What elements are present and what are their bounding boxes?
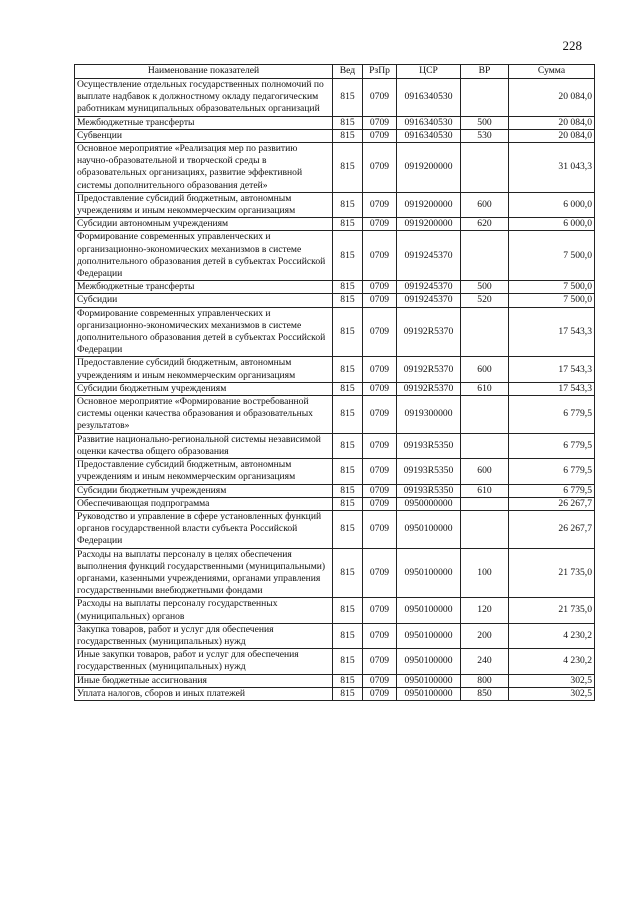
cell-vr: 240 [461, 649, 509, 674]
cell-name: Предоставление субсидий бюджетным, автономным учреждениям и иным некоммерческим организациям [75, 357, 333, 382]
cell-vr: 100 [461, 548, 509, 598]
cell-csr: 09192R5370 [397, 357, 461, 382]
cell-rzpr: 0709 [363, 396, 397, 434]
cell-rzpr: 0709 [363, 218, 397, 231]
cell-ved: 815 [333, 396, 363, 434]
cell-name: Руководство и управление в сфере установленных функций органов государственной власти субъекта Российской Федерации [75, 510, 333, 548]
cell-vr: 620 [461, 218, 509, 231]
table-row [75, 218, 595, 231]
cell-sum: 302,5 [509, 674, 595, 687]
cell-csr: 09192R5370 [397, 382, 461, 395]
cell-ved: 815 [333, 218, 363, 231]
cell-csr: 0919300000 [397, 396, 461, 434]
table-row [75, 598, 595, 623]
cell-name: Субсидии бюджетным учреждениям [75, 484, 333, 497]
cell-name: Уплата налогов, сборов и иных платежей [75, 687, 333, 700]
cell-ved: 815 [333, 143, 363, 193]
cell-name: Обеспечивающая подпрограмма [75, 497, 333, 510]
cell-name: Иные закупки товаров, работ и услуг для обеспечения государственных (муниципальных) нужд [75, 649, 333, 674]
cell-rzpr: 0709 [363, 598, 397, 623]
table-row [75, 484, 595, 497]
cell-vr: 610 [461, 382, 509, 395]
cell-sum: 17 543,3 [509, 307, 595, 357]
cell-ved: 815 [333, 79, 363, 117]
header-name: Наименование показателей [75, 65, 333, 79]
cell-rzpr: 0709 [363, 459, 397, 484]
cell-rzpr: 0709 [363, 192, 397, 217]
cell-ved: 815 [333, 192, 363, 217]
cell-csr: 0919245370 [397, 231, 461, 281]
cell-sum: 6 779,5 [509, 433, 595, 458]
cell-name: Формирование современных управленческих и организационно-экономических механизмов в системе дополнительного образования детей в субъектах Российской Федерации [75, 307, 333, 357]
cell-sum: 20 084,0 [509, 116, 595, 129]
table-row [75, 307, 595, 357]
cell-rzpr: 0709 [363, 116, 397, 129]
cell-ved: 815 [333, 510, 363, 548]
cell-sum: 7 500,0 [509, 294, 595, 307]
cell-name: Развитие национально-региональной системы независимой оценки качества общего образования [75, 433, 333, 458]
table-row [75, 129, 595, 142]
cell-csr: 0916340530 [397, 116, 461, 129]
cell-rzpr: 0709 [363, 484, 397, 497]
cell-vr: 120 [461, 598, 509, 623]
cell-name: Основное мероприятие «Формирование востребованной системы оценки качества образования и образовательных результатов» [75, 396, 333, 434]
cell-csr: 0950100000 [397, 510, 461, 548]
cell-rzpr: 0709 [363, 357, 397, 382]
cell-vr [461, 231, 509, 281]
cell-sum: 26 267,7 [509, 510, 595, 548]
cell-name: Предоставление субсидий бюджетным, автономным учреждениям и иным некоммерческим организациям [75, 192, 333, 217]
cell-vr: 530 [461, 129, 509, 142]
cell-ved: 815 [333, 433, 363, 458]
table-row [75, 687, 595, 700]
table-header-row [75, 65, 595, 79]
cell-vr [461, 497, 509, 510]
cell-vr: 800 [461, 674, 509, 687]
table-row [75, 548, 595, 598]
cell-sum: 26 267,7 [509, 497, 595, 510]
cell-rzpr: 0709 [363, 281, 397, 294]
cell-name: Межбюджетные трансферты [75, 281, 333, 294]
header-ved: Вед [333, 65, 363, 79]
cell-name: Субсидии автономным учреждениям [75, 218, 333, 231]
table-row [75, 497, 595, 510]
cell-sum: 21 735,0 [509, 548, 595, 598]
cell-rzpr: 0709 [363, 623, 397, 648]
cell-name: Расходы на выплаты персоналу государственных (муниципальных) органов [75, 598, 333, 623]
cell-ved: 815 [333, 623, 363, 648]
cell-csr: 0950100000 [397, 649, 461, 674]
cell-rzpr: 0709 [363, 497, 397, 510]
cell-sum: 17 543,3 [509, 382, 595, 395]
cell-sum: 302,5 [509, 687, 595, 700]
cell-csr: 09193R5350 [397, 459, 461, 484]
cell-ved: 815 [333, 497, 363, 510]
page-number: 228 [562, 38, 582, 53]
cell-ved: 815 [333, 231, 363, 281]
table-row [75, 433, 595, 458]
cell-ved: 815 [333, 307, 363, 357]
cell-vr [461, 510, 509, 548]
cell-name: Формирование современных управленческих и организационно-экономических механизмов в системе дополнительного образования детей в субъектах Российской Федерации [75, 231, 333, 281]
cell-sum: 21 735,0 [509, 598, 595, 623]
cell-rzpr: 0709 [363, 143, 397, 193]
cell-vr: 500 [461, 281, 509, 294]
cell-rzpr: 0709 [363, 79, 397, 117]
cell-ved: 815 [333, 116, 363, 129]
cell-vr [461, 307, 509, 357]
table-row [75, 79, 595, 117]
cell-sum: 20 084,0 [509, 129, 595, 142]
cell-vr: 200 [461, 623, 509, 648]
cell-csr: 0950000000 [397, 497, 461, 510]
header-vr: ВР [461, 65, 509, 79]
header-rzpr: РзПр [363, 65, 397, 79]
table-row [75, 294, 595, 307]
cell-csr: 0916340530 [397, 129, 461, 142]
cell-name: Осуществление отдельных государственных полномочий по выплате надбавок к должностному окладу педагогическим работникам муниципальных образовательных организаций [75, 79, 333, 117]
cell-rzpr: 0709 [363, 649, 397, 674]
cell-csr: 09193R5350 [397, 484, 461, 497]
cell-ved: 815 [333, 649, 363, 674]
cell-csr: 0919245370 [397, 294, 461, 307]
table-row [75, 396, 595, 434]
cell-rzpr: 0709 [363, 687, 397, 700]
cell-ved: 815 [333, 459, 363, 484]
cell-csr: 0950100000 [397, 623, 461, 648]
cell-ved: 815 [333, 484, 363, 497]
cell-sum: 6 000,0 [509, 192, 595, 217]
table-row [75, 510, 595, 548]
table-row [75, 281, 595, 294]
cell-vr: 520 [461, 294, 509, 307]
table-row [75, 231, 595, 281]
cell-vr: 600 [461, 192, 509, 217]
cell-name: Субсидии бюджетным учреждениям [75, 382, 333, 395]
cell-sum: 6 779,5 [509, 484, 595, 497]
cell-rzpr: 0709 [363, 129, 397, 142]
cell-csr: 0919200000 [397, 192, 461, 217]
cell-sum: 4 230,2 [509, 623, 595, 648]
cell-sum: 6 000,0 [509, 218, 595, 231]
cell-vr [461, 396, 509, 434]
cell-vr [461, 143, 509, 193]
cell-ved: 815 [333, 281, 363, 294]
cell-sum: 20 084,0 [509, 79, 595, 117]
table-row [75, 192, 595, 217]
cell-name: Основное мероприятие «Реализация мер по развитию научно-образовательной и творческой среды в образовательных организациях, развитие эффективной системы дополнительного образования детей» [75, 143, 333, 193]
cell-sum: 17 543,3 [509, 357, 595, 382]
cell-name: Предоставление субсидий бюджетным, автономным учреждениям и иным некоммерческим организациям [75, 459, 333, 484]
cell-csr: 0950100000 [397, 548, 461, 598]
cell-ved: 815 [333, 294, 363, 307]
table-row [75, 382, 595, 395]
cell-csr: 09192R5370 [397, 307, 461, 357]
cell-rzpr: 0709 [363, 548, 397, 598]
cell-name: Закупка товаров, работ и услуг для обеспечения государственных (муниципальных) нужд [75, 623, 333, 648]
table-row [75, 649, 595, 674]
cell-name: Расходы на выплаты персоналу в целях обеспечения выполнения функций государственными (муниципальными) органами, казенными учреждениями, органами управления государственными внебюджетными фондами [75, 548, 333, 598]
table-body [75, 79, 595, 701]
cell-rzpr: 0709 [363, 433, 397, 458]
header-csr: ЦСР [397, 65, 461, 79]
cell-vr: 600 [461, 357, 509, 382]
header-sum: Сумма [509, 65, 595, 79]
cell-vr: 850 [461, 687, 509, 700]
cell-sum: 6 779,5 [509, 459, 595, 484]
table-row [75, 116, 595, 129]
cell-name: Межбюджетные трансферты [75, 116, 333, 129]
budget-table [74, 64, 595, 701]
cell-vr [461, 79, 509, 117]
cell-name: Иные бюджетные ассигнования [75, 674, 333, 687]
cell-rzpr: 0709 [363, 294, 397, 307]
cell-rzpr: 0709 [363, 231, 397, 281]
cell-vr: 500 [461, 116, 509, 129]
cell-csr: 0950100000 [397, 674, 461, 687]
cell-csr: 0950100000 [397, 598, 461, 623]
cell-sum: 7 500,0 [509, 281, 595, 294]
cell-csr: 0919200000 [397, 218, 461, 231]
cell-csr: 0916340530 [397, 79, 461, 117]
cell-sum: 4 230,2 [509, 649, 595, 674]
cell-rzpr: 0709 [363, 674, 397, 687]
cell-vr: 600 [461, 459, 509, 484]
cell-rzpr: 0709 [363, 307, 397, 357]
cell-csr: 0919200000 [397, 143, 461, 193]
cell-name: Субсидии [75, 294, 333, 307]
table-row [75, 623, 595, 648]
cell-ved: 815 [333, 382, 363, 395]
cell-sum: 7 500,0 [509, 231, 595, 281]
cell-ved: 815 [333, 357, 363, 382]
cell-csr: 0919245370 [397, 281, 461, 294]
cell-ved: 815 [333, 674, 363, 687]
cell-ved: 815 [333, 548, 363, 598]
cell-rzpr: 0709 [363, 382, 397, 395]
cell-ved: 815 [333, 687, 363, 700]
cell-sum: 6 779,5 [509, 396, 595, 434]
table-row [75, 357, 595, 382]
cell-ved: 815 [333, 598, 363, 623]
cell-ved: 815 [333, 129, 363, 142]
cell-vr: 610 [461, 484, 509, 497]
cell-csr: 09193R5350 [397, 433, 461, 458]
cell-sum: 31 043,3 [509, 143, 595, 193]
table-row [75, 143, 595, 193]
cell-vr [461, 433, 509, 458]
cell-rzpr: 0709 [363, 510, 397, 548]
table-row [75, 674, 595, 687]
cell-name: Субвенции [75, 129, 333, 142]
table-row [75, 459, 595, 484]
cell-csr: 0950100000 [397, 687, 461, 700]
